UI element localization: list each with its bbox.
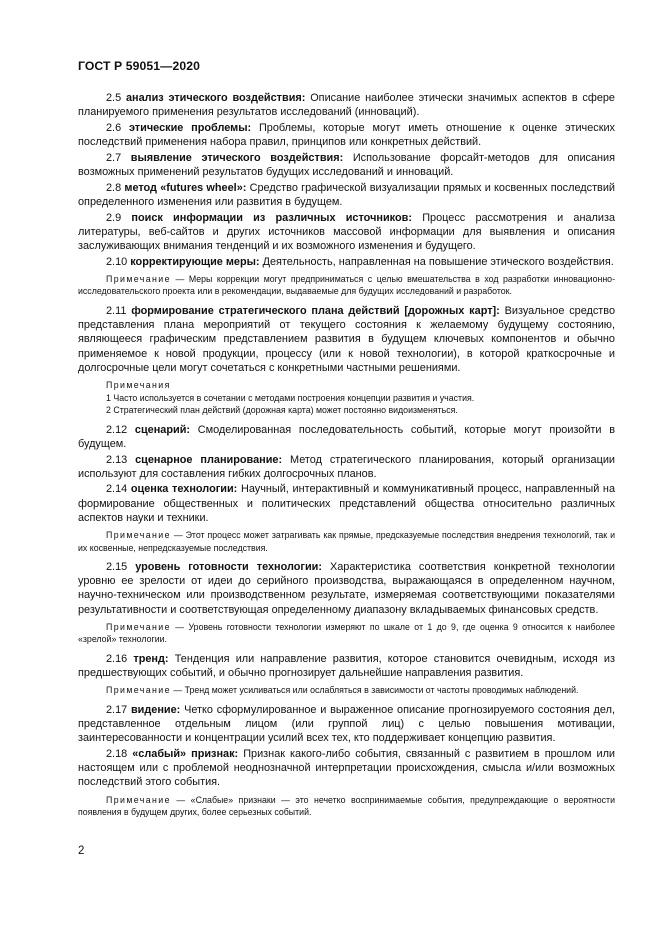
term-definition: Деятельность, направленная на повышение этического воздействия. [262,255,614,268]
note [78,621,615,646]
term-definition: Метод стратегического планирования, который организации используют для составления гибких долгосрочных планов. [78,453,616,480]
note-text: Тренд может усиливаться или ослабляться в зависимости от частоты проводимых наблюдений. [184,685,579,696]
term-number: 2.5 [106,92,122,104]
term-number: 2.9 [106,211,122,224]
note-label: Примечание [106,530,171,541]
term-number: 2.14 [106,483,128,496]
term-definition: Научный, интерактивный и коммуникативный процесс, направленный на формирование общественных и политических представлений общества относительно различных аспектов науки и техники. [78,483,616,524]
note [78,684,615,696]
term-name: формирование стратегического плана действий [дорожных карт]: [131,304,500,317]
term-number: 2.12 [106,423,128,436]
term-entry [78,304,615,375]
term-name: тренд: [133,652,169,665]
term-definition: Четко сформулированное и выраженное описание прогнозируемого состояния дел, представленное отдельным лицом (или группой лиц) с целью повышения мотивации, заинтересованности и концентрации усилий всех тех, кто поддерживает концепцию развития. [78,703,615,745]
term-definition: Характеристика соответствия конкретной технологии уровню ее зрелости от идеи до серийного производства, выражающаяся в определенном научном, научно-техническом или производственном результате, измеряемая соответствующими показателями результативности и соответствующая определенному диапазону вкладываемых финансовых средств. [78,560,615,616]
note-text: Уровень готовности технологии измеряют по шкале от 1 до 9, где оценка 9 относится к наиболее «зрелой» технологии. [78,622,615,645]
term-name: корректирующие меры: [130,255,260,268]
note [78,529,615,554]
term-entry [78,703,615,746]
term-entry [78,151,615,180]
term-number: 2.13 [106,453,128,466]
note-label: Примечание [106,794,171,805]
term-entry [78,482,615,525]
note-label: Примечание [106,685,171,696]
term-definition: Средство графической визуализации прямых и косвенных последствий определенного изменения или развития в будущем. [78,181,616,208]
term-number: 2.15 [106,560,128,573]
term-definition: Визуальное средство представления плана мероприятий от текущего состояния к желаемому будущему состоянию, являющееся графическим представлением развития в будущем ключевых компонентов и обычно применяемое к новой продукции, процессу (или к новой технологии), в которой краткосрочные и долгосрочные цели могут сочетаться с конкретными частными решениями. [78,304,616,374]
terms-section [78,91,615,824]
term-name: уровень готовности технологии: [135,560,322,573]
term-name: выявление этического воздействия: [130,151,344,164]
term-name: оценка технологии: [130,483,238,496]
note-text: Этот процесс может затрагивать как прямые, предсказуемые последствия внедрения технологий, так и их косвенные, непредсказуемые последствия. [78,530,615,553]
note-label: Примечание [106,622,171,633]
notes-heading: Примечания [106,380,171,391]
term-entry [78,181,615,210]
note-dash: — [170,530,186,541]
note-text: Меры коррекции могут предприниматься с целью вмешательства в ход разработки инновационно-исследовательского проекта или в рекомендации, выдаваемые для будущих исследований и разработок. [78,274,615,297]
term-entry [78,211,615,254]
document-header: ГОСТ Р 59051—2020 [78,59,200,73]
term-entry [78,91,615,120]
note-dash: — [170,794,191,805]
term-definition: Признак какого-либо события, связанный с развитием в прошлом или настоящем или с проблемой неоднозначной интерпретации происхождения, смысла и/или возможных последствий этого события. [78,747,616,789]
term-name: «слабый» признак: [132,747,239,760]
notes-list [78,379,615,417]
term-number: 2.16 [106,652,128,665]
term-number: 2.11 [106,304,127,317]
term-definition: Использование форсайт-методов для описания возможных применений результатов будущих исследований и инноваций. [78,151,616,179]
note-item: 2 Стратегический план действий (дорожная карта) может постоянно видоизменяться. [106,405,458,416]
term-name: сценарное планирование: [135,453,283,466]
term-entry [78,121,615,150]
term-number: 2.7 [106,151,122,164]
term-number: 2.18 [106,747,128,760]
term-number: 2.8 [106,181,122,194]
note [78,273,615,298]
term-entry [78,747,615,790]
term-entry [78,652,615,681]
term-definition: Процесс рассмотрения и анализа литературы, веб-сайтов и других источников массовой информации для выявления и описания заслуживающих внимания тенденций и их возможного изменения и будущего. [78,211,616,253]
term-number: 2.6 [106,121,122,134]
term-name: видение: [130,703,181,716]
term-entry [78,560,615,617]
term-definition: Тенденция или направление развития, которое становится очевидным, исходя из предшествующих событий, и обычно прогнозирует дальнейшие направления развития. [78,652,615,679]
term-entry [78,255,615,269]
note-dash: — [170,274,189,285]
term-definition: Проблемы, которые могут иметь отношение к оценке этических последствий применения набора правил, принципов или конкретных действий. [78,121,615,149]
term-name: метод «futures wheel»: [124,181,247,194]
note-dash: — [170,622,189,633]
term-name: сценарий: [134,423,191,436]
term-name: этические проблемы: [128,121,252,134]
term-entry [78,453,615,482]
term-entry [78,423,615,452]
page-number: 2 [78,845,85,857]
term-definition: Описание наиболее этически значимых аспектов в сфере планируемого применения результатов исследований (инноваций). [78,92,615,119]
note-text: «Слабые» признаки — это нечетко воспринимаемые события, предупреждающие о вероятности появления в будущем других, более серьезных событий. [78,794,616,817]
term-name: поиск информации из различных источников: [131,211,412,224]
note-dash: — [170,685,185,696]
term-number: 2.10 [106,255,128,268]
term-number: 2.17 [106,703,128,716]
term-name: анализ этического воздействия: [125,92,306,104]
term-definition: Смоделированная последовательность событий, которые могут произойти в будущем. [78,423,615,450]
note-label: Примечание [106,274,171,285]
note [78,794,615,819]
note-item: 1 Часто используется в сочетании с методами построения концепции развития и участия. [106,392,475,403]
